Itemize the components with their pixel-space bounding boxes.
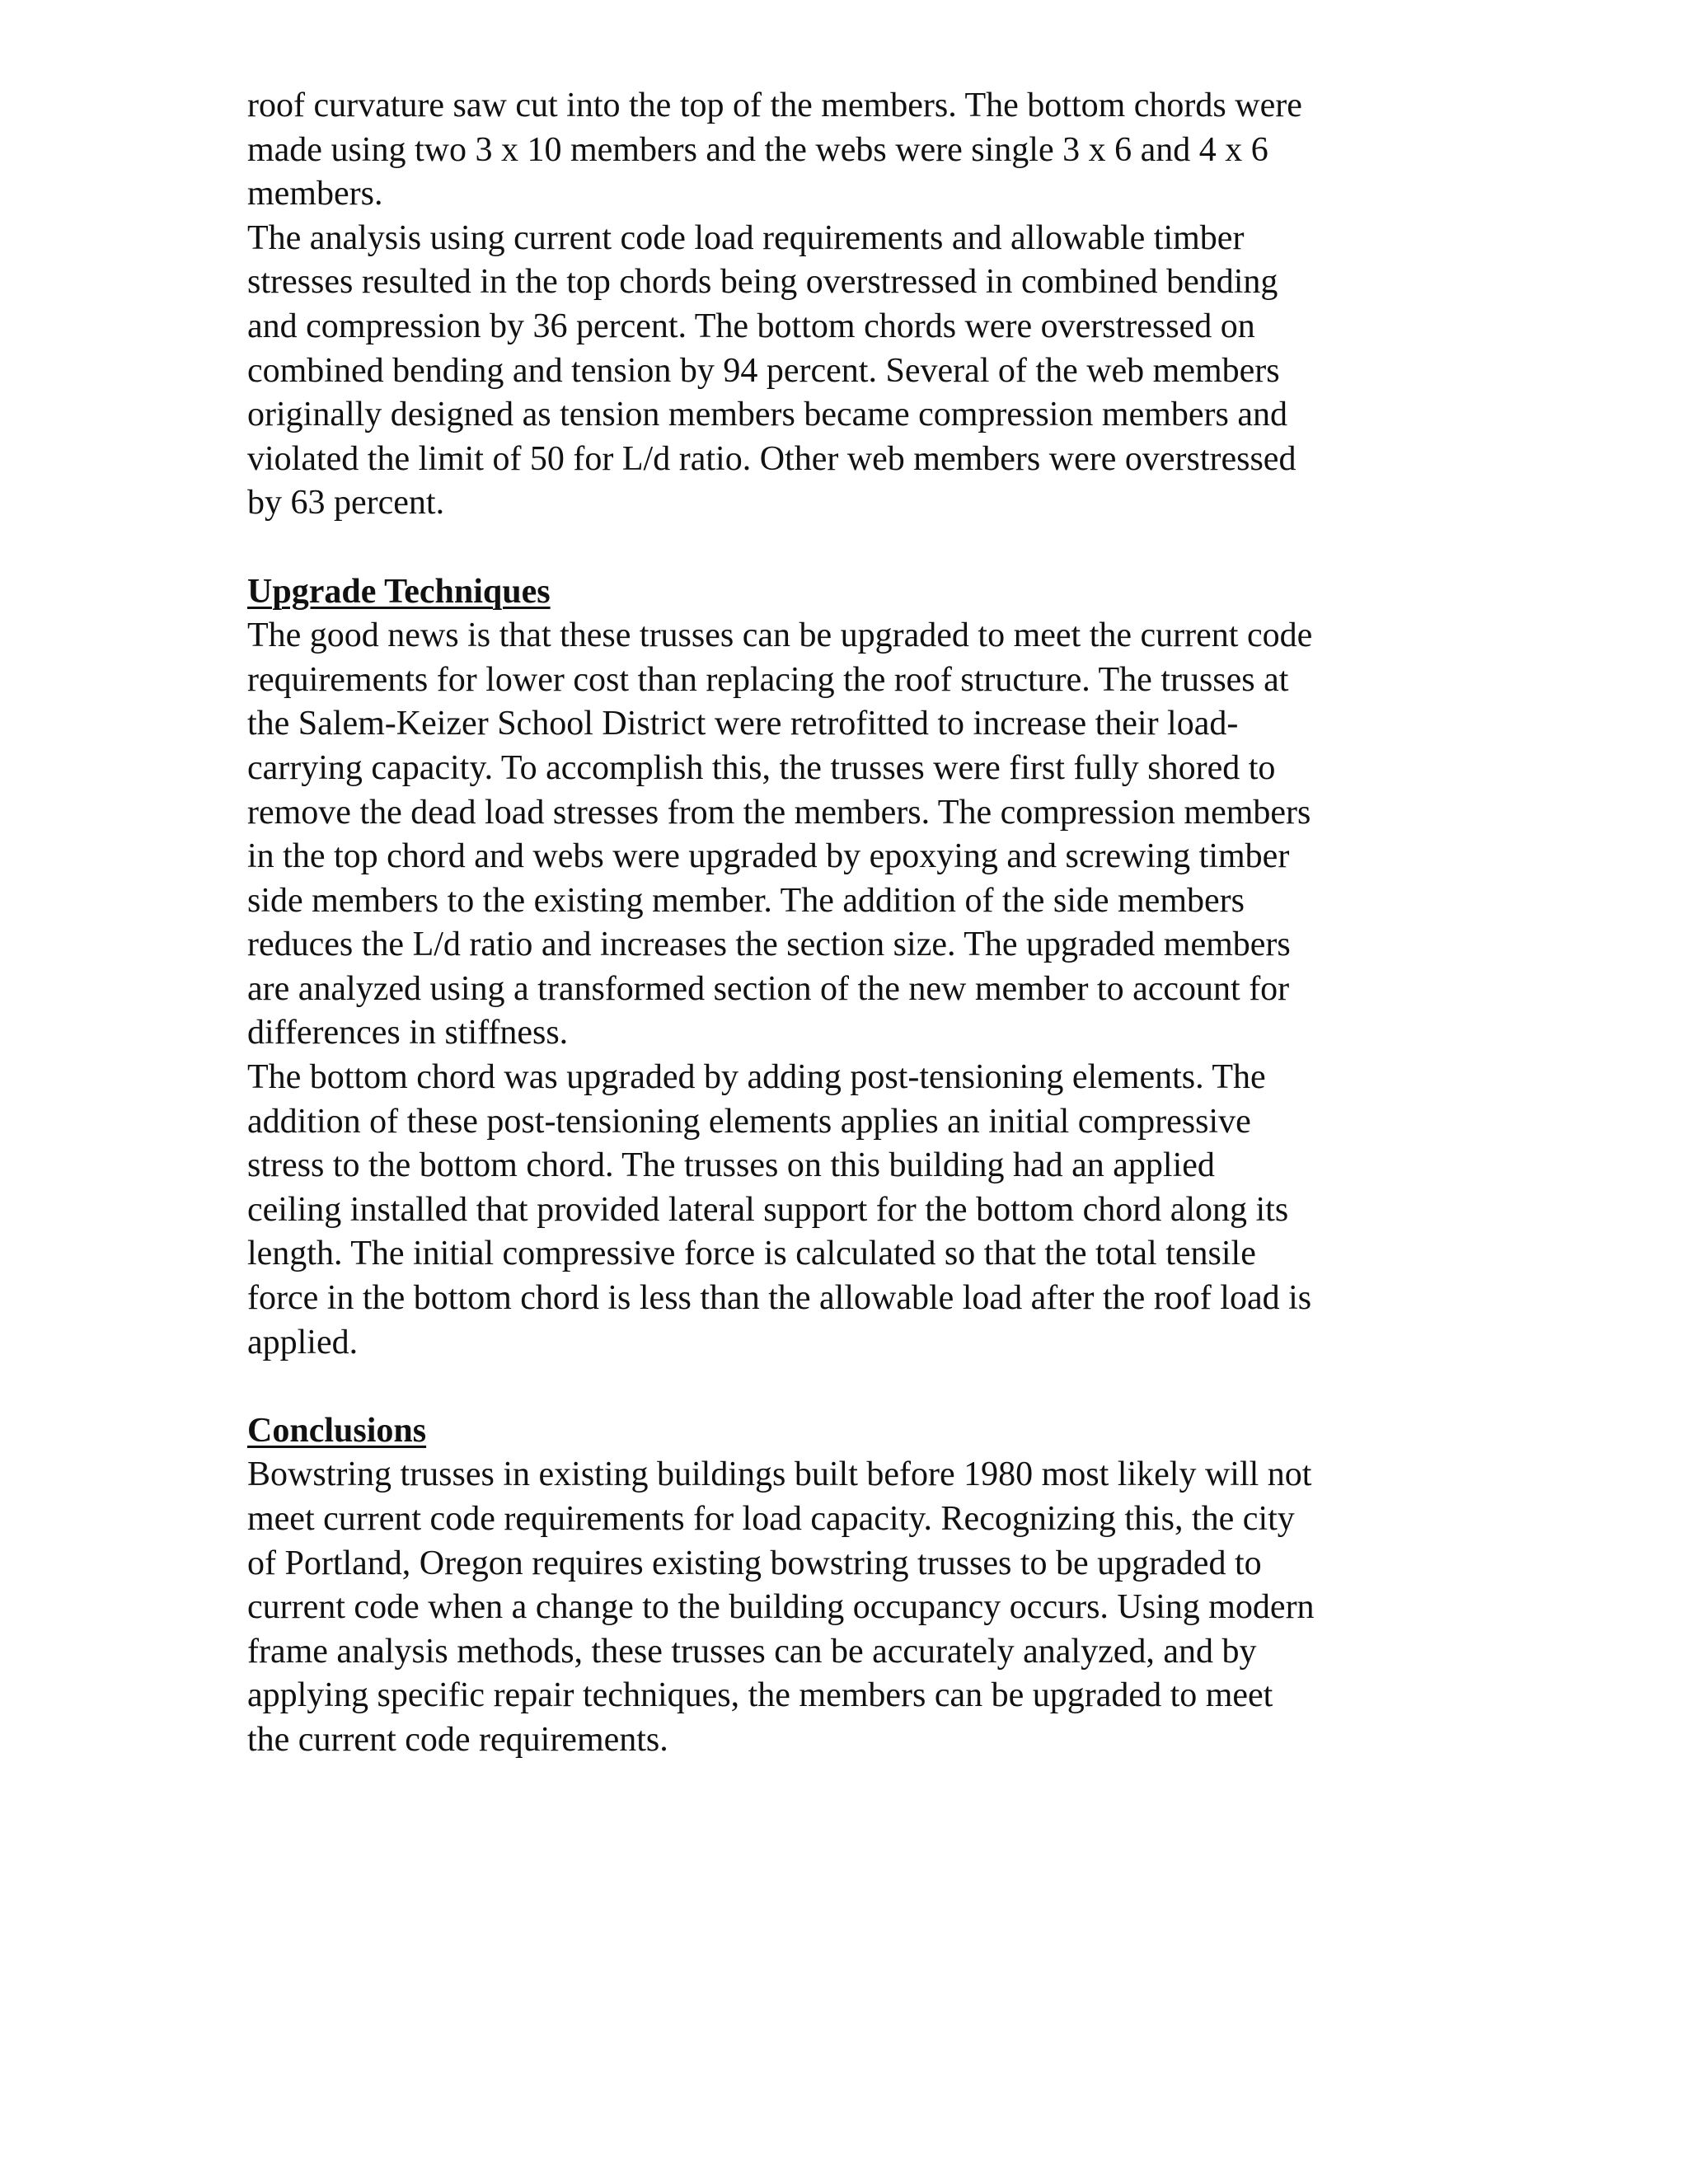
section-gap bbox=[247, 1365, 1451, 1409]
paragraph-analysis-results: The analysis using current code load requirements and allowable timber stresses resulted in the top chords being overstressed in combined bending and compression by 36 percent. The bottom chords were overstressed on combined bending and tension by 94 percent. Several of the web members originally designed as tension members became compression members and violated the limit of 50 for L/d ratio. Other web members were overstressed by 63 percent. bbox=[247, 218, 1296, 523]
paragraph-conclusions: Bowstring trusses in existing buildings built before 1980 most likely will not meet current code requirements for load capacity. Recognizing this, the city of Portland, Oregon requires existing bowstring trusses to be upgraded to current code when a change to the building occupancy occurs. Using modern frame analysis methods, these trusses can be accurately analyzed, and by applying specific repair techniques, the members can be upgraded to meet the current code requirements. bbox=[247, 1455, 1315, 1759]
document-body bbox=[247, 84, 1451, 1763]
section-gap bbox=[247, 526, 1451, 570]
heading-upgrade-techniques: Upgrade Techniques bbox=[247, 572, 551, 611]
paragraph-upgrade-retrofit: The good news is that these trusses can be upgraded to meet the current code requirements for lower cost than replacing the roof structure. The trusses at the Salem-Keizer School District were retrofitted to increase their load- carrying capacity. To accomplish this, the trusses were first fully shored to remove the dead load stresses from the members. The compression members in the top chord and webs were upgraded by epoxying and screwing timber side members to the existing member. The addition of the side members reduces the L/d ratio and increases the section size. The upgraded members are analyzed using a transformed section of the new member to account for differences in stiffness. bbox=[247, 616, 1313, 1052]
paragraph-upgrade-bottom-chord: The bottom chord was upgraded by adding post-tensioning elements. The addition of these post-tensioning elements applies an initial compressive stress to the bottom chord. The trusses on this building had an applied ceiling installed that provided lateral support for the bottom chord along its length. The initial compressive force is calculated so that the total tensile force in the bottom chord is less than the allowable load after the roof load is applied. bbox=[247, 1058, 1312, 1361]
heading-conclusions: Conclusions bbox=[247, 1411, 427, 1450]
paragraph-truss-construction: roof curvature saw cut into the top of the members. The bottom chords were made using two 3 x 10 members and the webs were single 3 x 6 and 4 x 6 members. bbox=[247, 87, 1302, 213]
